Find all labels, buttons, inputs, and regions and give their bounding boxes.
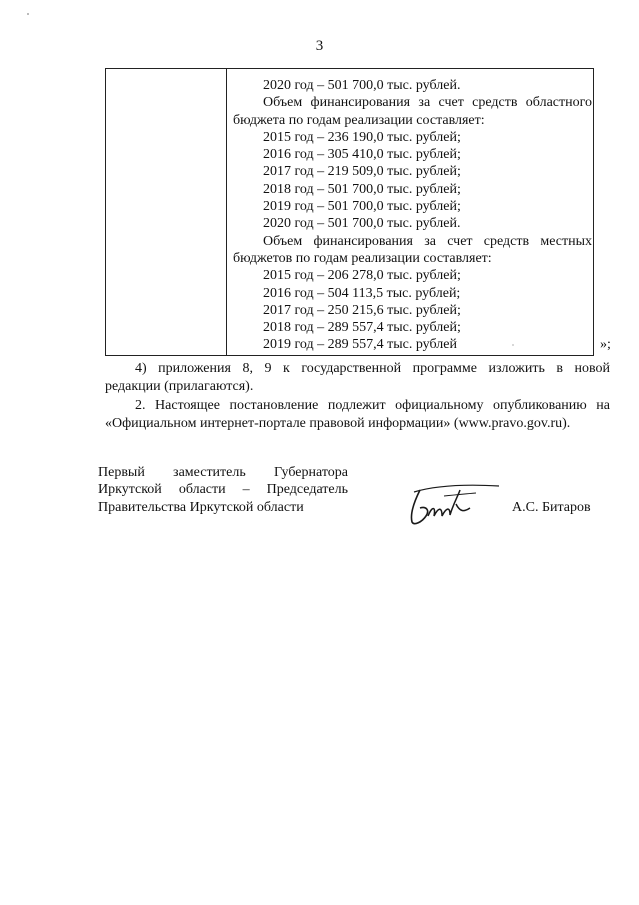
closing-quote-mark: »;: [600, 337, 611, 352]
paragraph-line: 4) приложения 8, 9 к государственной программе изложить в новой: [135, 361, 610, 376]
scan-speck: [512, 344, 514, 346]
table-right-cell: [233, 77, 592, 354]
signatory-name: А.С. Битаров: [512, 500, 591, 515]
table-cell-line: 2020 год – 501 700,0 тыс. рублей.: [263, 78, 461, 93]
paragraph-amendment-4: [105, 360, 610, 395]
table-cell-line: 2018 год – 501 700,0 тыс. рублей;: [263, 181, 461, 197]
table-cell-line: бюджетов по годам реализации составляет:: [233, 250, 492, 266]
table-cell-line: 2018 год – 289 557,4 тыс. рублей;: [263, 320, 461, 336]
table-cell-line: бюджета по годам реализации составляет:: [233, 112, 485, 128]
paragraph-line: 2. Настоящее постановление подлежит официальному опубликованию на: [135, 398, 610, 413]
table-cell-line: 2020 год – 501 700,0 тыс. рублей.: [263, 216, 461, 232]
signatory-title-line: Первый заместитель Губернатора: [98, 465, 348, 480]
scan-speck: [27, 13, 29, 15]
table-cell-line: 2016 год – 305 410,0 тыс. рублей;: [263, 147, 461, 163]
table-cell-line: 2015 год – 236 190,0 тыс. рублей;: [263, 129, 461, 145]
paragraph-line: редакции (прилагаются).: [105, 378, 254, 394]
table-cell-line: 2015 год – 206 278,0 тыс. рублей;: [263, 268, 461, 284]
table-cell-line: 2017 год – 250 215,6 тыс. рублей;: [263, 302, 461, 318]
table-cell-line: Объем финансирования за счет средств областного: [263, 95, 592, 111]
table-column-divider: [226, 69, 227, 355]
funding-table: [105, 68, 594, 356]
table-cell-line: 2017 год – 219 509,0 тыс. рублей;: [263, 164, 461, 180]
table-cell-line: Объем финансирования за счет средств местных: [263, 233, 592, 249]
paragraph-publication: [105, 397, 610, 432]
signatory-title-line: Иркутской области – Председатель: [98, 482, 348, 498]
table-cell-line: 2019 год – 289 557,4 тыс. рублей: [263, 337, 457, 353]
table-cell-line: 2016 год – 504 113,5 тыс. рублей;: [263, 285, 461, 301]
table-cell-line: 2019 год – 501 700,0 тыс. рублей;: [263, 199, 461, 215]
page-number: 3: [315, 38, 324, 54]
paragraph-line: «Официальном интернет-портале правовой информации» (www.pravo.gov.ru).: [105, 415, 571, 431]
signatory-title-line: Правительства Иркутской области: [98, 499, 304, 515]
handwritten-signature: [404, 482, 504, 528]
signatory-title: [98, 464, 348, 516]
